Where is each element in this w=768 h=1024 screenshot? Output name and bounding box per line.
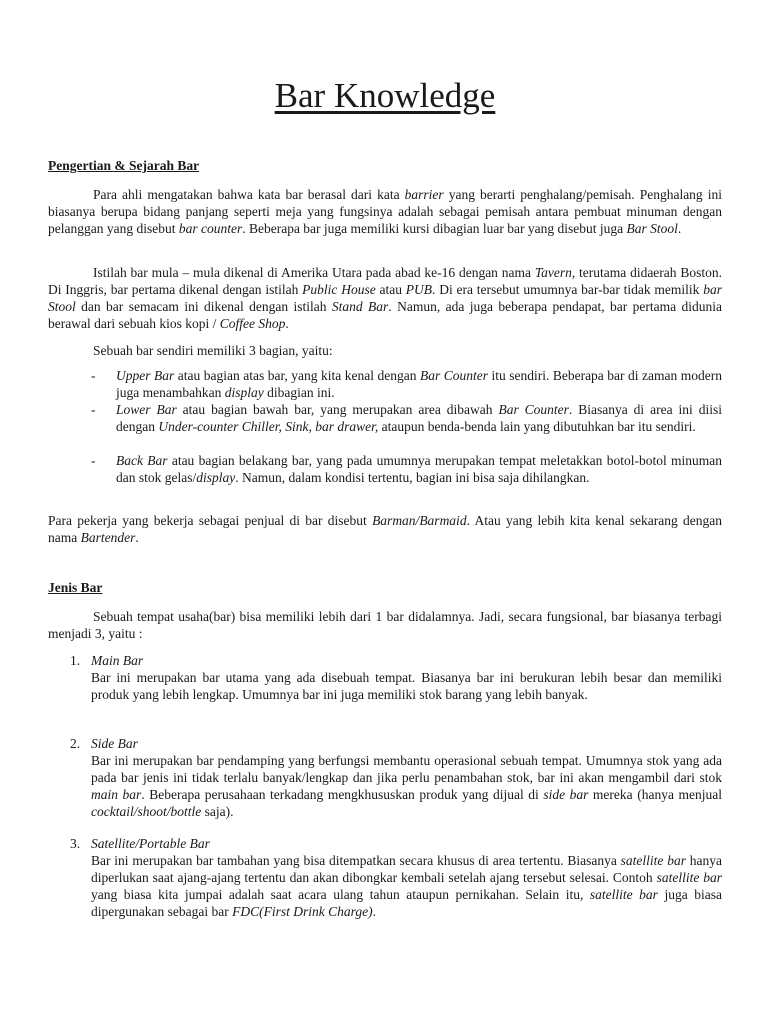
list-number: 1. — [70, 653, 81, 668]
section-heading-pengertian: Pengertian & Sejarah Bar — [48, 158, 200, 173]
bullet-text: Upper Bar atau bagian atas bar, yang kita kenal dengan Bar Counter itu sendiri. Beberapa bar di zaman modern juga menambahkan display dibagian ini. — [116, 368, 722, 400]
bullet-dash: - — [91, 368, 96, 383]
paragraph-1: Para ahli mengatakan bahwa kata bar berasal dari kata barrier yang berarti penghalang/pemisah. Penghalang ini biasanya berupa bidang panjang seperti meja yang fungsinya adalah sebagai pemisah antara pembuat minuman dengan pelanggan yang disebut bar counter. Beberapa bar juga memiliki kursi dibagian luar bar yang disebut juga Bar Stool. — [48, 187, 722, 236]
list-number: 3. — [70, 836, 81, 851]
bullet-dash: - — [91, 453, 96, 468]
list-item-body: Bar ini merupakan bar pendamping yang berfungsi membantu operasional sebuah tempat. Umumnya stok yang ada pada bar jenis ini tidak terlalu banyak/lengkap dan jika perlu penambahan stok, bar ini akan mengambil dari stok main bar. Beberapa perusahaan terkadang mengkhususkan produk yang dijual di side bar mereka (hanya menjual cocktail/shoot/bottle saja). — [91, 753, 722, 819]
list-item-body: Bar ini merupakan bar utama yang ada disebuah tempat. Biasanya bar ini berukuran lebih besar dan memiliki produk yang lebih lengkap. Umumnya bar ini juga memiliki stok barang yang lebih banyak. — [91, 670, 722, 702]
paragraph-2: Istilah bar mula – mula dikenal di Amerika Utara pada abad ke-16 dengan nama Tavern, terutama didaerah Boston. Di Inggris, bar pertama dikenal dengan istilah Public House atau PUB. Di era tersebut umumnya bar-bar tidak memilik bar Stool dan bar semacam ini dikenal dengan istilah Stand Bar. Namun, ada juga beberapa pendapat, bar pertama didunia berawal dari sebuah kios kopi / Coffee Shop. — [48, 265, 722, 331]
list-item-title: Main Bar — [91, 653, 144, 668]
page-title: Bar Knowledge — [274, 76, 496, 115]
bullet-text: Lower Bar atau bagian bawah bar, yang merupakan area dibawah Bar Counter. Biasanya di area ini diisi dengan Under-counter Chiller, Sink, bar drawer, ataupun benda-benda lain yang dibutuhkan bar itu sendiri. — [116, 402, 722, 434]
paragraph-intro: Sebuah tempat usaha(bar) bisa memiliki lebih dari 1 bar didalamnya. Jadi, secara fungsional, bar biasanya terbagi menjadi 3, yaitu : — [48, 609, 722, 641]
section-heading-jenis-bar: Jenis Bar — [48, 580, 103, 595]
paragraph-3: Sebuah bar sendiri memiliki 3 bagian, yaitu: — [93, 343, 333, 358]
list-number: 2. — [70, 736, 81, 751]
bullet-dash: - — [91, 402, 96, 417]
list-item-title: Satellite/Portable Bar — [91, 836, 210, 851]
list-item-body: Bar ini merupakan bar tambahan yang bisa ditempatkan secara khusus di area tertentu. Biasanya satellite bar hanya diperlukan saat ajang-ajang tertentu dan akan dibongkar kembali setelah ajang tersebut selesai. Contoh satellite bar yang biasa kita jumpai adalah saat acara ulang tahun ataupun pernikahan. Selain itu, satellite bar juga biasa dipergunakan sebagai bar FDC(First Drink Charge). — [91, 853, 723, 919]
bullet-text: Back Bar atau bagian belakang bar, yang pada umumnya merupakan tempat meletakkan botol-botol minuman dan stok gelas/display. Namun, dalam kondisi tertentu, bagian ini bisa saja dihilangkan. — [116, 453, 722, 485]
paragraph-4: Para pekerja yang bekerja sebagai penjual di bar disebut Barman/Barmaid. Atau yang lebih kita kenal sekarang dengan nama Bartender. — [48, 513, 723, 545]
list-item-title: Side Bar — [91, 736, 138, 751]
